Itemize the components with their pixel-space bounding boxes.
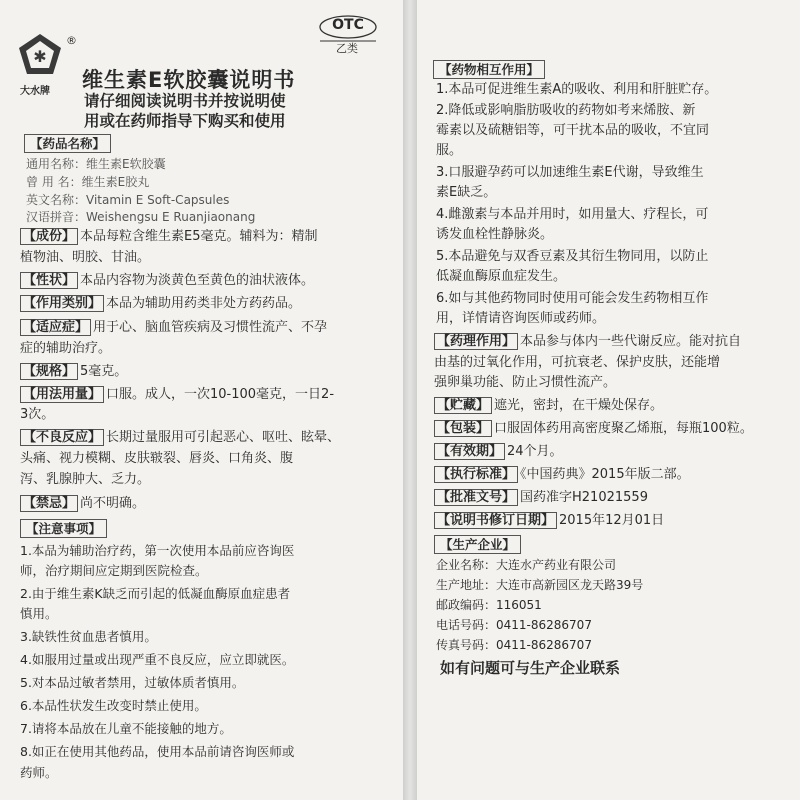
precaution-line: 药师。 (20, 765, 58, 780)
precaution-line: 师，治疗期间应定期到医院检查。 (20, 563, 208, 578)
validity-line: 【有效期】 24个月。 (434, 444, 563, 460)
standard-tag: 【执行标准】 (434, 466, 518, 483)
precaution-line: 2.由于维生素K缺乏而引起的低凝血酶原血症患者 (20, 586, 291, 601)
brand-name: 大水牌 (20, 86, 50, 97)
validity-tag: 【有效期】 (434, 443, 505, 460)
otc-class: 乙类 (336, 42, 358, 55)
specification-line: 【规格】 5毫克。 (20, 364, 127, 380)
indications-line: 症的辅助治疗。 (20, 341, 112, 356)
composition-line: 植物油、明胶、甘油。 (20, 250, 151, 265)
section-heading-interactions: 【药物相互作用】 (433, 60, 545, 79)
registered-mark: ® (66, 34, 77, 47)
section-heading-manufacturer: 【生产企业】 (434, 535, 521, 554)
drug-name-line: 通用名称：维生素E软胶囊 (26, 157, 166, 171)
subtitle-line-1: 请仔细阅读说明书并按说明使 (84, 92, 286, 110)
pharmacology-tag: 【药理作用】 (434, 333, 518, 350)
composition-line: 【成份】 本品每粒含维生素E5毫克。辅料为：精制 (20, 229, 318, 245)
approval-line: 【批准文号】 国药准字H21021559 (434, 490, 648, 506)
indications-tag: 【适应症】 (20, 319, 91, 336)
category-tag: 【作用类别】 (20, 295, 104, 312)
manufacturer-line: 企业名称：大连水产药业有限公司 (436, 558, 617, 572)
packaging-tag: 【包装】 (434, 420, 492, 437)
interaction-line: 6.如与其他药物同时使用可能会发生药物相互作 (436, 291, 709, 306)
contraindications-line: 【禁忌】 尚不明确。 (20, 496, 145, 512)
subtitle-line-2: 用或在药师指导下购买和使用 (84, 112, 286, 130)
precaution-line: 7.请将本品放在儿童不能接触的地方。 (20, 721, 232, 736)
precaution-line: 8.如正在使用其他药品，使用本品前请咨询医师或 (20, 744, 295, 759)
section-heading-precautions: 【注意事项】 (20, 519, 107, 538)
brand-logo-icon (14, 30, 66, 82)
interaction-line: 用，详情请咨询医师或药师。 (436, 311, 606, 326)
drug-name-line: 英文名称：Vitamin E Soft-Capsules (26, 193, 230, 207)
composition-tag: 【成份】 (20, 228, 78, 245)
interaction-line: 1.本品可促进维生素A的吸收、利用和肝脏贮存。 (436, 82, 718, 97)
manufacturer-line: 邮政编码：116051 (436, 598, 542, 612)
precaution-line: 6.本品性状发生改变时禁止使用。 (20, 698, 207, 713)
indications-line: 【适应症】 用于心、脑血管疾病及习惯性流产、不孕 (20, 320, 327, 336)
precaution-line: 4.如服用过量或出现严重不良反应，应立即就医。 (20, 652, 295, 667)
adverse-line: 【不良反应】 长期过量服用可引起恶心、呕吐、眩晕、 (20, 430, 340, 446)
section-heading-drug-name: 【药品名称】 (24, 134, 111, 153)
interaction-line: 素E缺乏。 (436, 185, 497, 200)
pharmacology-line: 强卵巢功能、防止习惯性流产。 (434, 375, 617, 390)
storage-tag: 【贮藏】 (434, 397, 492, 414)
contact-note: 如有问题可与生产企业联系 (440, 659, 621, 677)
manufacturer-line: 生产地址：大连市高新园区龙天路39号 (436, 578, 644, 592)
adverse-line: 泻、乳腺肿大、乏力。 (20, 472, 151, 487)
page-fold (403, 0, 417, 800)
precaution-line: 1.本品为辅助治疗药，第一次使用本品前应咨询医 (20, 543, 295, 558)
svg-text:✱: ✱ (33, 47, 47, 66)
manufacturer-line: 传真号码：0411-86286707 (436, 638, 592, 652)
dosage-line: 【用法用量】 口服。成人，一次10-100毫克，一日2- (20, 387, 334, 403)
pharmacology-line: 【药理作用】 本品参与体内一些代谢反应。能对抗自 (434, 334, 741, 350)
interaction-line: 3.口服避孕药可以加速维生素E代谢，导致维生 (436, 165, 704, 180)
precaution-line: 慎用。 (20, 606, 58, 621)
specification-tag: 【规格】 (20, 363, 78, 380)
precaution-line: 3.缺铁性贫血患者慎用。 (20, 629, 157, 644)
properties-tag: 【性状】 (20, 272, 78, 289)
dosage-tag: 【用法用量】 (20, 386, 104, 403)
pharmacology-line: 由基的过氧化作用，可抗衰老、保护皮肤，还能增 (434, 355, 721, 370)
contraindications-tag: 【禁忌】 (20, 495, 78, 512)
precaution-line: 5.对本品过敏者禁用，过敏体质者慎用。 (20, 675, 245, 690)
approval-tag: 【批准文号】 (434, 489, 518, 506)
interaction-line: 5.本品避免与双香豆素及其衍生物同用，以防止 (436, 249, 709, 264)
adverse-tag: 【不良反应】 (20, 429, 104, 446)
interaction-line: 服。 (436, 143, 463, 158)
dosage-line: 3次。 (20, 407, 55, 422)
revision-tag: 【说明书修订日期】 (434, 512, 557, 529)
interaction-line: 霉素以及硫糖铝等，可干扰本品的吸收，不宜同 (436, 123, 710, 138)
interaction-line: 4.雌激素与本品并用时，如用量大、疗程长，可 (436, 207, 709, 222)
adverse-line: 头痛、视力模糊、皮肤皲裂、唇炎、口角炎、腹 (20, 451, 294, 466)
standard-line: 【执行标准】 《中国药典》2015年版二部。 (434, 467, 690, 483)
storage-line: 【贮藏】 遮光，密封，在干燥处保存。 (434, 398, 663, 414)
leaflet-right-page (417, 0, 800, 800)
interaction-line: 2.降低或影响脂肪吸收的药物如考来烯胺、新 (436, 103, 696, 118)
interaction-line: 诱发血栓性静脉炎。 (436, 227, 554, 242)
category-line: 【作用类别】 本品为辅助用药类非处方药药品。 (20, 296, 301, 312)
manufacturer-line: 电话号码：0411-86286707 (436, 618, 592, 632)
revision-line: 【说明书修订日期】 2015年12月01日 (434, 513, 664, 529)
document-title: 维生素E软胶囊说明书 (82, 68, 296, 92)
drug-name-line: 汉语拼音：Weishengsu E Ruanjiaonang (26, 210, 256, 224)
drug-name-line: 曾 用 名：维生素E胶丸 (26, 175, 150, 189)
properties-line: 【性状】 本品内容物为淡黄色至黄色的油状液体。 (20, 273, 314, 289)
interaction-line: 低凝血酶原血症发生。 (436, 269, 567, 284)
packaging-line: 【包装】 口服固体药用高密度聚乙烯瓶，每瓶100粒。 (434, 421, 753, 437)
otc-label: OTC (332, 17, 364, 33)
